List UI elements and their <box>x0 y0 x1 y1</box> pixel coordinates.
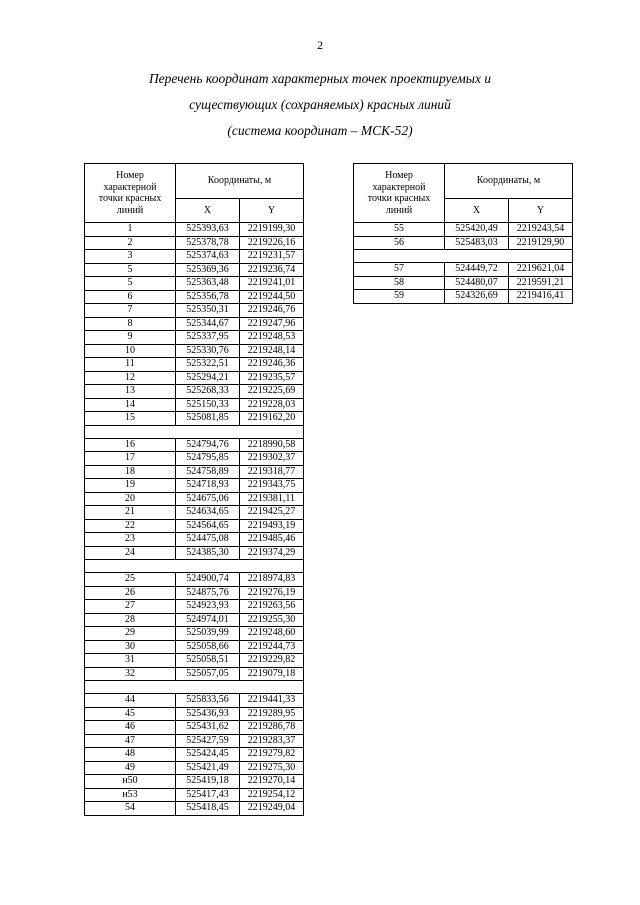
point-number-cell: 27 <box>85 600 176 614</box>
x-coordinate-cell: 525150,33 <box>176 398 240 412</box>
table-row <box>85 358 304 372</box>
x-coordinate-cell: 525337,95 <box>176 331 240 345</box>
table-row <box>85 250 304 264</box>
table-row <box>85 465 304 479</box>
table-row <box>85 546 304 560</box>
y-coordinate-cell: 2219263,56 <box>240 600 304 614</box>
table-row <box>85 304 304 318</box>
gap-cell <box>354 250 573 263</box>
y-coordinate-cell: 2219249,04 <box>240 802 304 816</box>
table-row <box>354 263 573 277</box>
y-coordinate-cell: 2219231,57 <box>240 250 304 264</box>
table-row <box>85 263 304 277</box>
x-coordinate-cell: 525419,18 <box>176 775 240 789</box>
point-number-cell: 59 <box>354 290 445 304</box>
point-number-cell: 28 <box>85 613 176 627</box>
table-row <box>85 573 304 587</box>
header-x: X <box>445 199 509 223</box>
header-y: Y <box>240 199 304 223</box>
y-coordinate-cell: 2219255,30 <box>240 613 304 627</box>
document-title <box>0 66 640 144</box>
y-coordinate-cell: 2219162,20 <box>240 412 304 426</box>
y-coordinate-cell: 2219247,96 <box>240 317 304 331</box>
gap-cell <box>85 560 304 573</box>
header-point-line-3: точки красных <box>367 193 431 204</box>
y-coordinate-cell: 2219279,82 <box>240 748 304 762</box>
point-number-cell: 5 <box>85 263 176 277</box>
header-point-line-1: Номер <box>116 170 144 181</box>
header-point-line-4: линий <box>385 204 413 216</box>
y-coordinate-cell: 2219283,37 <box>240 734 304 748</box>
gap-cell <box>85 681 304 694</box>
point-number-cell: 11 <box>85 358 176 372</box>
point-number-cell: 47 <box>85 734 176 748</box>
table-row <box>85 492 304 506</box>
y-coordinate-cell: 2219485,46 <box>240 533 304 547</box>
gap-cell <box>85 425 304 438</box>
x-coordinate-cell: 525369,36 <box>176 263 240 277</box>
x-coordinate-cell: 525431,62 <box>176 721 240 735</box>
table-gap-row <box>85 560 304 573</box>
table-row <box>85 236 304 250</box>
x-coordinate-cell: 524794,76 <box>176 438 240 452</box>
point-number-cell: 3 <box>85 250 176 264</box>
y-coordinate-cell: 2219228,03 <box>240 398 304 412</box>
y-coordinate-cell: 2219275,30 <box>240 761 304 775</box>
table-row <box>85 586 304 600</box>
table-row <box>85 775 304 789</box>
y-coordinate-cell: 2219241,01 <box>240 277 304 291</box>
table-row <box>85 290 304 304</box>
table-row <box>85 734 304 748</box>
point-number-cell: 9 <box>85 331 176 345</box>
y-coordinate-cell: 2219199,30 <box>240 223 304 237</box>
point-number-cell: 26 <box>85 586 176 600</box>
y-coordinate-cell: 2219621,04 <box>509 263 573 277</box>
table-row <box>85 317 304 331</box>
y-coordinate-cell: 2219246,36 <box>240 358 304 372</box>
y-coordinate-cell: 2219235,57 <box>240 371 304 385</box>
point-number-cell: 24 <box>85 546 176 560</box>
title-line-3: (система координат – МСК-52) <box>227 123 413 138</box>
header-point-number <box>354 164 445 223</box>
y-coordinate-cell: 2219236,74 <box>240 263 304 277</box>
table-row <box>85 667 304 681</box>
x-coordinate-cell: 525058,51 <box>176 654 240 668</box>
point-number-cell: 32 <box>85 667 176 681</box>
x-coordinate-cell: 525418,45 <box>176 802 240 816</box>
x-coordinate-cell: 525427,59 <box>176 734 240 748</box>
y-coordinate-cell: 2219441,33 <box>240 694 304 708</box>
table-row <box>85 627 304 641</box>
header-point-line-2: характерной <box>372 181 426 193</box>
point-number-cell: 5 <box>85 277 176 291</box>
table-gap-row <box>354 250 573 263</box>
x-coordinate-cell: 524974,01 <box>176 613 240 627</box>
header-coordinates: Координаты, м <box>445 164 573 199</box>
point-number-cell: 1 <box>85 223 176 237</box>
point-number-cell: 25 <box>85 573 176 587</box>
table-row <box>85 412 304 426</box>
y-coordinate-cell: 2219129,90 <box>509 236 573 250</box>
table-row <box>85 640 304 654</box>
y-coordinate-cell: 2219246,76 <box>240 304 304 318</box>
table-row <box>85 277 304 291</box>
point-number-cell: 14 <box>85 398 176 412</box>
point-number-cell: 54 <box>85 802 176 816</box>
x-coordinate-cell: 525420,49 <box>445 223 509 237</box>
x-coordinate-cell: 525081,85 <box>176 412 240 426</box>
y-coordinate-cell: 2219244,73 <box>240 640 304 654</box>
y-coordinate-cell: 2219289,95 <box>240 707 304 721</box>
x-coordinate-cell: 525356,78 <box>176 290 240 304</box>
point-number-cell: 8 <box>85 317 176 331</box>
table-row <box>85 371 304 385</box>
table-body-right <box>354 223 573 304</box>
point-number-cell: 7 <box>85 304 176 318</box>
point-number-cell: 19 <box>85 479 176 493</box>
x-coordinate-cell: 525057,05 <box>176 667 240 681</box>
y-coordinate-cell: 2218974,83 <box>240 573 304 587</box>
x-coordinate-cell: 525330,76 <box>176 344 240 358</box>
table-gap-row <box>85 681 304 694</box>
point-number-cell: 12 <box>85 371 176 385</box>
table-row <box>85 438 304 452</box>
x-coordinate-cell: 525363,48 <box>176 277 240 291</box>
point-number-cell: н50 <box>85 775 176 789</box>
point-number-cell: 17 <box>85 452 176 466</box>
x-coordinate-cell: 525393,63 <box>176 223 240 237</box>
point-number-cell: 46 <box>85 721 176 735</box>
table-row <box>85 600 304 614</box>
y-coordinate-cell: 2219425,27 <box>240 506 304 520</box>
x-coordinate-cell: 525268,33 <box>176 385 240 399</box>
x-coordinate-cell: 525374,63 <box>176 250 240 264</box>
table-gap-row <box>85 425 304 438</box>
table-row <box>85 506 304 520</box>
point-number-cell: 55 <box>354 223 445 237</box>
x-coordinate-cell: 524795,85 <box>176 452 240 466</box>
title-line-1: Перечень координат характерных точек проектируемых и <box>148 71 492 86</box>
x-coordinate-cell: 524675,06 <box>176 492 240 506</box>
x-coordinate-cell: 525344,67 <box>176 317 240 331</box>
y-coordinate-cell: 2219248,60 <box>240 627 304 641</box>
table-row <box>85 533 304 547</box>
x-coordinate-cell: 525322,51 <box>176 358 240 372</box>
point-number-cell: 29 <box>85 627 176 641</box>
table-row <box>85 748 304 762</box>
y-coordinate-cell: 2219229,82 <box>240 654 304 668</box>
x-coordinate-cell: 524923,93 <box>176 600 240 614</box>
point-number-cell: 23 <box>85 533 176 547</box>
x-coordinate-cell: 525833,56 <box>176 694 240 708</box>
y-coordinate-cell: 2219226,16 <box>240 236 304 250</box>
point-number-cell: 45 <box>85 707 176 721</box>
y-coordinate-cell: 2218990,58 <box>240 438 304 452</box>
x-coordinate-cell: 524634,65 <box>176 506 240 520</box>
point-number-cell: 20 <box>85 492 176 506</box>
point-number-cell: 58 <box>354 276 445 290</box>
y-coordinate-cell: 2219591,21 <box>509 276 573 290</box>
point-number-cell: 16 <box>85 438 176 452</box>
x-coordinate-cell: 524480,07 <box>445 276 509 290</box>
coordinates-table-right <box>353 163 573 304</box>
y-coordinate-cell: 2219254,12 <box>240 788 304 802</box>
y-coordinate-cell: 2219225,69 <box>240 385 304 399</box>
table-row <box>85 802 304 816</box>
y-coordinate-cell: 2219248,14 <box>240 344 304 358</box>
header-point-line-1: Номер <box>385 170 413 181</box>
header-y: Y <box>509 199 573 223</box>
point-number-cell: 6 <box>85 290 176 304</box>
table-row <box>85 344 304 358</box>
point-number-cell: 49 <box>85 761 176 775</box>
table-row <box>354 236 573 250</box>
table-row <box>85 721 304 735</box>
table-row <box>354 276 573 290</box>
table-body-left <box>85 223 304 816</box>
y-coordinate-cell: 2219276,19 <box>240 586 304 600</box>
x-coordinate-cell: 525378,78 <box>176 236 240 250</box>
point-number-cell: 57 <box>354 263 445 277</box>
y-coordinate-cell: 2219079,18 <box>240 667 304 681</box>
x-coordinate-cell: 525424,45 <box>176 748 240 762</box>
y-coordinate-cell: 2219302,37 <box>240 452 304 466</box>
y-coordinate-cell: 2219343,75 <box>240 479 304 493</box>
x-coordinate-cell: 524385,30 <box>176 546 240 560</box>
point-number-cell: 48 <box>85 748 176 762</box>
point-number-cell: 56 <box>354 236 445 250</box>
x-coordinate-cell: 525294,21 <box>176 371 240 385</box>
x-coordinate-cell: 524875,76 <box>176 586 240 600</box>
table-row <box>85 519 304 533</box>
point-number-cell: 18 <box>85 465 176 479</box>
x-coordinate-cell: 524449,72 <box>445 263 509 277</box>
y-coordinate-cell: 2219381,11 <box>240 492 304 506</box>
y-coordinate-cell: 2219243,54 <box>509 223 573 237</box>
table-row <box>85 654 304 668</box>
table-row <box>85 613 304 627</box>
point-number-cell: 10 <box>85 344 176 358</box>
table-row <box>85 398 304 412</box>
x-coordinate-cell: 525436,93 <box>176 707 240 721</box>
x-coordinate-cell: 524564,65 <box>176 519 240 533</box>
point-number-cell: 44 <box>85 694 176 708</box>
table-row <box>85 761 304 775</box>
y-coordinate-cell: 2219244,50 <box>240 290 304 304</box>
table-row <box>85 788 304 802</box>
x-coordinate-cell: 525039,99 <box>176 627 240 641</box>
y-coordinate-cell: 2219416,41 <box>509 290 573 304</box>
x-coordinate-cell: 525350,31 <box>176 304 240 318</box>
y-coordinate-cell: 2219318,77 <box>240 465 304 479</box>
header-x: X <box>176 199 240 223</box>
table-row <box>85 452 304 466</box>
x-coordinate-cell: 524900,74 <box>176 573 240 587</box>
header-point-line-4: линий <box>116 204 144 216</box>
y-coordinate-cell: 2219493,19 <box>240 519 304 533</box>
x-coordinate-cell: 524718,93 <box>176 479 240 493</box>
point-number-cell: 22 <box>85 519 176 533</box>
x-coordinate-cell: 524758,89 <box>176 465 240 479</box>
y-coordinate-cell: 2219286,78 <box>240 721 304 735</box>
point-number-cell: 21 <box>85 506 176 520</box>
header-point-line-3: точки красных <box>98 193 162 204</box>
point-number-cell: н53 <box>85 788 176 802</box>
point-number-cell: 13 <box>85 385 176 399</box>
table-row <box>85 707 304 721</box>
table-row <box>85 385 304 399</box>
point-number-cell: 15 <box>85 412 176 426</box>
x-coordinate-cell: 525421,49 <box>176 761 240 775</box>
point-number-cell: 2 <box>85 236 176 250</box>
point-number-cell: 30 <box>85 640 176 654</box>
header-point-line-2: характерной <box>103 181 157 193</box>
coordinates-table-left <box>84 163 304 816</box>
table-row <box>85 331 304 345</box>
table-row <box>354 290 573 304</box>
x-coordinate-cell: 525058,66 <box>176 640 240 654</box>
y-coordinate-cell: 2219270,14 <box>240 775 304 789</box>
table-row <box>85 479 304 493</box>
point-number-cell: 31 <box>85 654 176 668</box>
header-point-number <box>85 164 176 223</box>
x-coordinate-cell: 524326,69 <box>445 290 509 304</box>
x-coordinate-cell: 525417,43 <box>176 788 240 802</box>
page-number: 2 <box>317 38 323 52</box>
header-coordinates: Координаты, м <box>176 164 304 199</box>
table-row <box>85 694 304 708</box>
x-coordinate-cell: 524475,08 <box>176 533 240 547</box>
x-coordinate-cell: 525483,03 <box>445 236 509 250</box>
table-row <box>85 223 304 237</box>
y-coordinate-cell: 2219248,53 <box>240 331 304 345</box>
table-row <box>354 223 573 237</box>
title-line-2: существующих (сохраняемых) красных линий <box>189 97 451 112</box>
y-coordinate-cell: 2219374,29 <box>240 546 304 560</box>
